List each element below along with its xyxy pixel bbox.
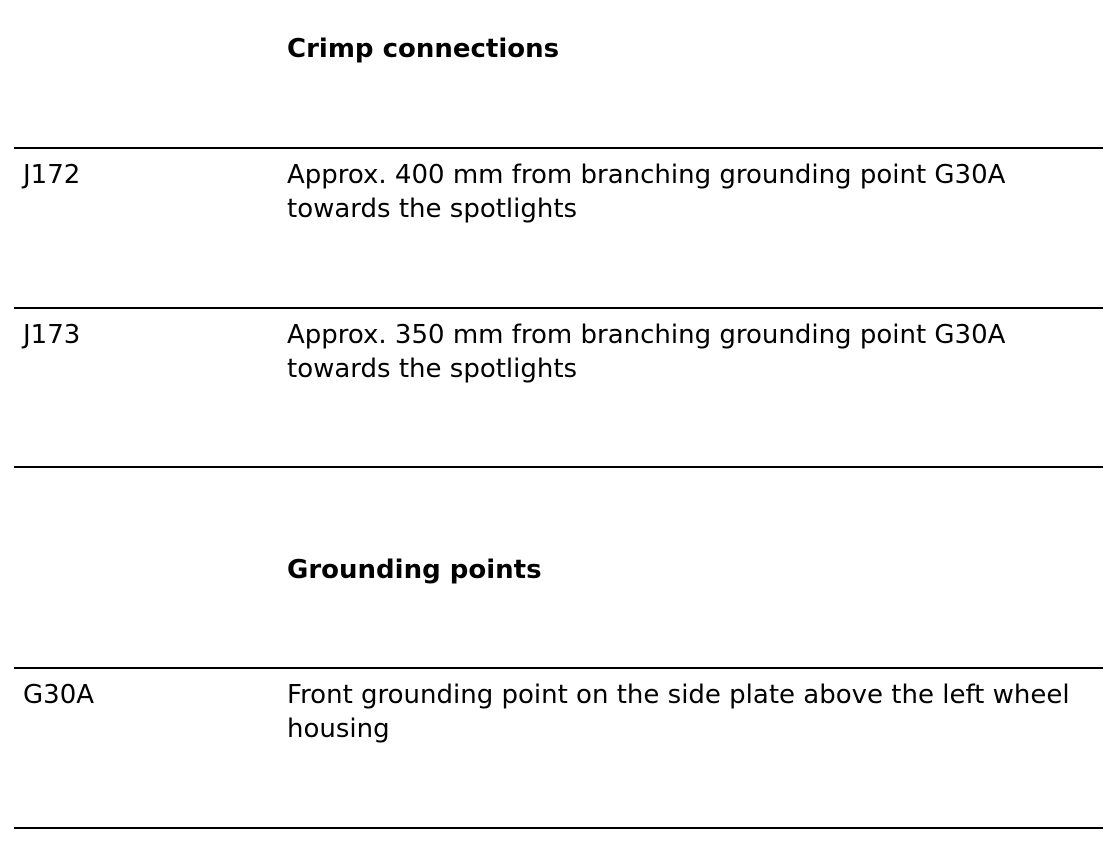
table-rule — [14, 667, 1103, 669]
connector-description: Approx. 400 mm from branching grounding point G30A towards the spotlights — [287, 160, 1006, 224]
grounding-point-code: G30A — [23, 680, 95, 710]
table-rule — [14, 147, 1103, 149]
section-heading-grounding-points: Grounding points — [287, 555, 542, 585]
table-rule — [14, 466, 1103, 468]
connector-code: J172 — [23, 160, 81, 190]
connector-description: Approx. 350 mm from branching grounding point G30A towards the spotlights — [287, 320, 1006, 384]
table-rule — [14, 307, 1103, 309]
table-rule — [14, 827, 1103, 829]
connector-code: J173 — [23, 320, 81, 350]
section-heading-crimp-connections: Crimp connections — [287, 34, 560, 64]
grounding-point-description: Front grounding point on the side plate above the left wheel housing — [287, 680, 1070, 744]
